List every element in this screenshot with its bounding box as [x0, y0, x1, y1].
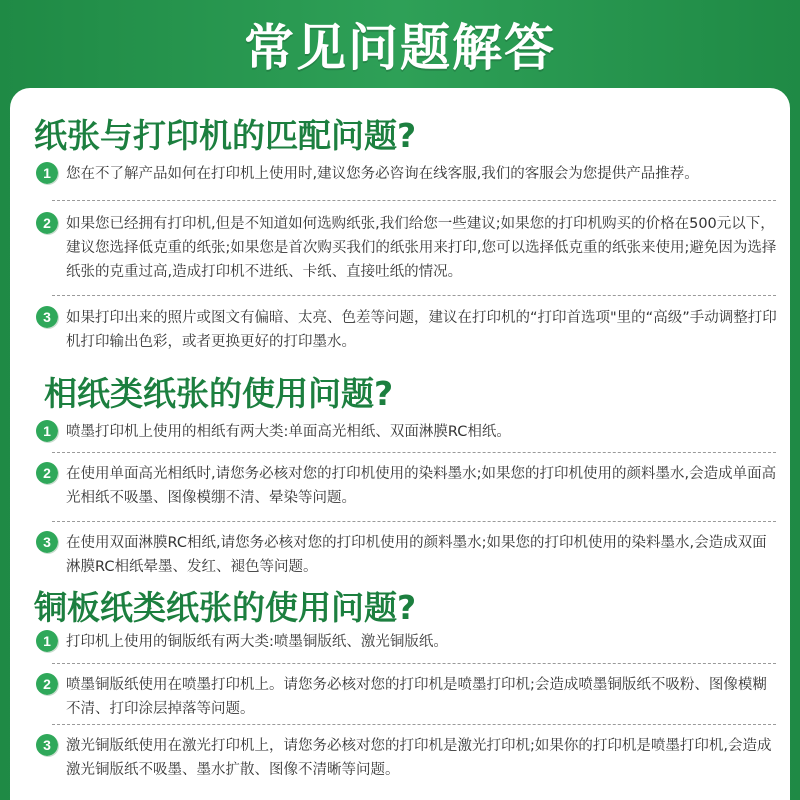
divider	[52, 452, 776, 453]
faq-item-text: 激光铜版纸使用在激光打印机上，请您务必核对您的打印机是激光打印机;如果你的打印机是喷墨打印机,会造成激光铜版纸不吸墨、墨水扩散、图像不清晰等问题。	[66, 738, 772, 778]
faq-item-text: 在使用单面高光相纸时,请您务必核对您的打印机使用的染料墨水;如果您的打印机使用的颜料墨水,会造成单面高光相纸不吸墨、图像模绷不清、晕染等问题。	[66, 466, 777, 506]
faq-item-text: 如果打印出来的照片或图文有偏暗、太亮、色差等问题，建议在打印机的“打印首选项"里的“高级”手动调整打印机打印输出色彩，或者更换更好的打印墨水。	[66, 310, 777, 350]
number-badge: 1	[36, 420, 58, 442]
faq-item	[36, 673, 780, 721]
faq-item-text: 喷墨铜版纸使用在喷墨打印机上。请您务必核对您的打印机是喷墨打印机;会造成喷墨铜版纸不吸粉、图像模糊不清、打印涂层掉落等问题。	[66, 677, 767, 717]
divider	[52, 295, 776, 296]
faq-item-text: 喷墨打印机上使用的相纸有两大类:单面高光相纸、双面淋膜RC相纸。	[66, 424, 511, 440]
faq-item	[36, 734, 780, 782]
section-title-coated-paper: 铜板纸类纸张的使用问题?	[34, 588, 417, 627]
faq-item	[36, 420, 780, 444]
number-badge: 1	[36, 630, 58, 652]
faq-card	[10, 88, 790, 800]
faq-item	[36, 462, 780, 510]
divider	[52, 521, 776, 522]
faq-item-text: 您在不了解产品如何在打印机上使用时,建议您务必咨询在线客服,我们的客服会为您提供产品推荐。	[66, 166, 699, 182]
number-badge: 3	[36, 531, 58, 553]
number-badge: 2	[36, 212, 58, 234]
section-title-paper-printer: 纸张与打印机的匹配问题?	[34, 116, 417, 155]
faq-item	[36, 212, 780, 284]
number-badge: 1	[36, 162, 58, 184]
divider	[52, 724, 776, 725]
faq-item	[36, 531, 780, 579]
number-badge: 2	[36, 462, 58, 484]
page-title: 常见问题解答	[244, 19, 556, 77]
faq-item-text: 打印机上使用的铜版纸有两大类:喷墨铜版纸、激光铜版纸。	[66, 634, 448, 650]
faq-item	[36, 306, 780, 354]
faq-item-text: 在使用双面淋膜RC相纸,请您务必核对您的打印机使用的颜料墨水;如果您的打印机使用的染料墨水,会造成双面淋膜RC相纸晕墨、发红、褪色等问题。	[66, 535, 767, 575]
number-badge: 2	[36, 673, 58, 695]
number-badge: 3	[36, 306, 58, 328]
header-banner	[0, 0, 800, 88]
section-title-photo-paper: 相纸类纸张的使用问题?	[44, 374, 394, 413]
faq-item	[36, 630, 780, 654]
divider	[52, 663, 776, 664]
divider	[52, 200, 776, 201]
faq-item-text: 如果您已经拥有打印机,但是不知道如何选购纸张,我们给您一些建议;如果您的打印机购买的价格在500元以下，建议您选择低克重的纸张;如果您是首次购买我们的纸张用来打印,您可以选择低克重的纸张来使用;避免因为选择纸张的克重过高,造成打印机不进纸、卡纸、直接吐纸的情况。	[66, 216, 777, 280]
number-badge: 3	[36, 734, 58, 756]
faq-item	[36, 162, 780, 186]
